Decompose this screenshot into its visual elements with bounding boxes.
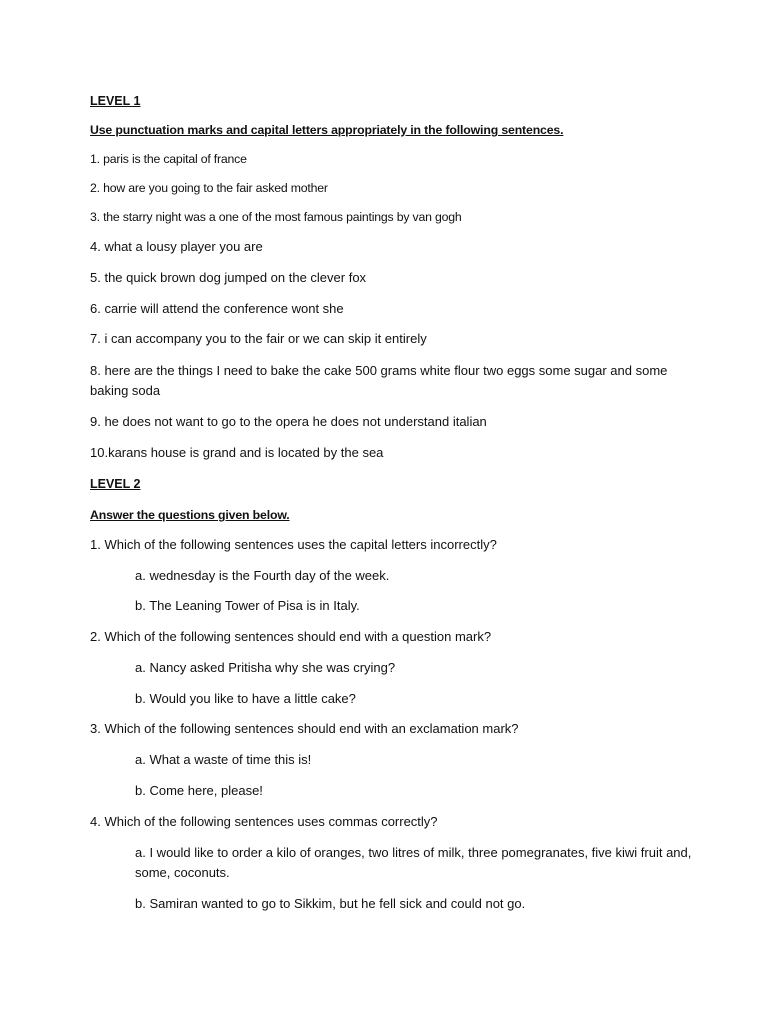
level-1-heading: LEVEL 1 xyxy=(90,94,141,108)
level-1-item-9: 9. he does not want to go to the opera he does not understand italian xyxy=(90,414,487,429)
level-2-question-3: 3. Which of the following sentences should end with an exclamation mark? xyxy=(90,721,519,736)
level-1-item-2: 2. how are you going to the fair asked mother xyxy=(90,181,328,195)
level-1-item-10: 10.karans house is grand and is located by the sea xyxy=(90,445,384,460)
level-2-question-1-option-a: a. wednesday is the Fourth day of the week. xyxy=(135,568,390,583)
level-1-item-1: 1. paris is the capital of france xyxy=(90,152,247,166)
level-1-item-8: 8. here are the things I need to bake the cake 500 grams white flour two eggs some sugar and some baking soda xyxy=(90,363,668,398)
level-1-item-5: 5. the quick brown dog jumped on the clever fox xyxy=(90,270,367,285)
level-1-item-6: 6. carrie will attend the conference wont she xyxy=(90,301,344,316)
level-2-question-1-option-b: b. The Leaning Tower of Pisa is in Italy. xyxy=(135,598,360,613)
level-1-item-7: 7. i can accompany you to the fair or we can skip it entirely xyxy=(90,331,427,346)
level-2-question-2-option-b: b. Would you like to have a little cake? xyxy=(135,691,356,706)
level-1-instruction: Use punctuation marks and capital letters appropriately in the following sentences. xyxy=(90,123,564,137)
level-2-question-2: 2. Which of the following sentences should end with a question mark? xyxy=(90,629,492,644)
level-2-question-4-option-a: a. I would like to order a kilo of oranges, two litres of milk, three pomegranates, five kiwi fruit and, some, coconuts. xyxy=(135,845,692,880)
level-1-item-4: 4. what a lousy player you are xyxy=(90,239,263,254)
level-2-question-1: 1. Which of the following sentences uses the capital letters incorrectly? xyxy=(90,537,497,552)
level-1-item-3: 3. the starry night was a one of the most famous paintings by van gogh xyxy=(90,210,462,224)
level-2-question-4-option-b: b. Samiran wanted to go to Sikkim, but he fell sick and could not go. xyxy=(135,896,526,911)
level-2-instruction: Answer the questions given below. xyxy=(90,508,290,522)
level-2-heading: LEVEL 2 xyxy=(90,477,141,491)
level-2-question-4: 4. Which of the following sentences uses commas correctly? xyxy=(90,814,438,829)
level-2-question-2-option-a: a. Nancy asked Pritisha why she was crying? xyxy=(135,660,396,675)
level-2-question-3-option-b: b. Come here, please! xyxy=(135,783,263,798)
level-2-question-3-option-a: a. What a waste of time this is! xyxy=(135,752,312,767)
